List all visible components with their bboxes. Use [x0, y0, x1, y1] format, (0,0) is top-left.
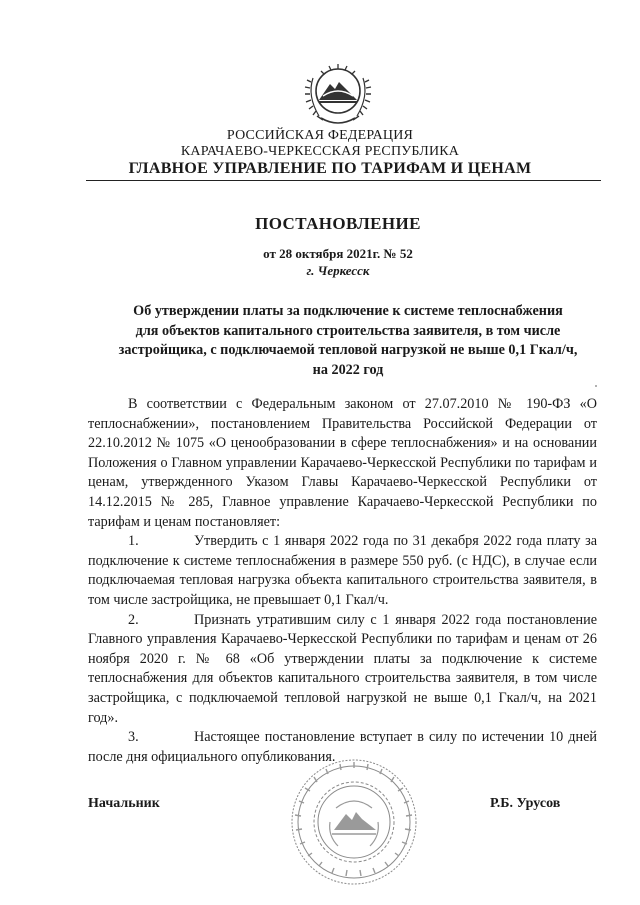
- document-title: ПОСТАНОВЛЕНИЕ: [255, 214, 421, 233]
- subject-line: Об утверждении платы за подключение к системе теплоснабжения: [133, 303, 563, 319]
- item-number: 2.: [128, 611, 139, 628]
- document-date-number: от 28 октября 2021г. № 52: [263, 246, 413, 261]
- agency-name: ГЛАВНОЕ УПРАВЛЕНИЕ ПО ТАРИФАМ И ЦЕНАМ: [128, 160, 532, 177]
- document-city: г. Черкесск: [306, 263, 370, 278]
- scan-speck: [595, 385, 597, 387]
- document-body: [88, 395, 597, 767]
- official-seal-stamp: [286, 752, 422, 892]
- subject-line: для объектов капитального строительства заявителя, в том числе: [135, 322, 561, 339]
- resolution-item: [88, 532, 597, 610]
- subject-line: на 2022 год: [312, 361, 384, 378]
- item-number: 3.: [128, 729, 139, 746]
- document-subject: [108, 302, 588, 380]
- item-number: 1.: [128, 533, 139, 550]
- country-name: РОССИЙСКАЯ ФЕДЕРАЦИЯ: [226, 128, 414, 143]
- coat-of-arms-emblem: [299, 56, 377, 132]
- header-divider: [86, 180, 601, 181]
- resolution-item: [88, 611, 597, 729]
- signatory-position: Начальник: [88, 796, 160, 811]
- subject-line: застройщика, с подключаемой тепловой нагрузкой не выше 0,1 Гкал/ч,: [118, 342, 578, 359]
- signatory-name: Р.Б. Урусов: [490, 796, 561, 811]
- item-text: Признать утратившим силу с 1 января 2022 года постановление Главного управления Карачаево-Черкесской Республики по тарифам и ценам от 26 ноября 2020 г. № 68 «Об утверждении платы за подключение к системе теплоснабжения для объектов капитального строительства заявителя, в том числе застройщика, с подключаемой тепловой нагрузкой не выше 0,1 Гкал/ч, на 2021 год».: [88, 611, 597, 726]
- republic-name: КАРАЧАЕВО-ЧЕРКЕССКАЯ РЕСПУБЛИКА: [180, 144, 460, 159]
- item-text: Утвердить с 1 января 2022 года по 31 декабря 2022 года плату за подключение к системе теплоснабжения в размере 550 руб. (с НДС), в случае если подключаемая тепловая нагрузка объекта капитального строительства заявителя, в том числе застройщика, не превышает 0,1 Гкал/ч.: [88, 533, 597, 608]
- item-text: Настоящее постановление вступает в силу по истечении 10 дней после дня официального опубликования.: [88, 729, 597, 765]
- preamble-paragraph: В соответствии с Федеральным законом от 27.07.2010 № 190-ФЗ «О теплоснабжении», постановлением Правительства Российской Федерации от 22.10.2012 № 1075 «О ценообразовании в сфере теплоснабжения» и на основании Положения о Главном управлении Карачаево-Черкесской Республики по тарифам и ценам, утвержденного Указом Главы Карачаево-Черкесской Республики от 14.12.2015 № 285, Главное управление Карачаево-Черкесской Республики по тарифам и ценам постановляет:: [88, 396, 597, 530]
